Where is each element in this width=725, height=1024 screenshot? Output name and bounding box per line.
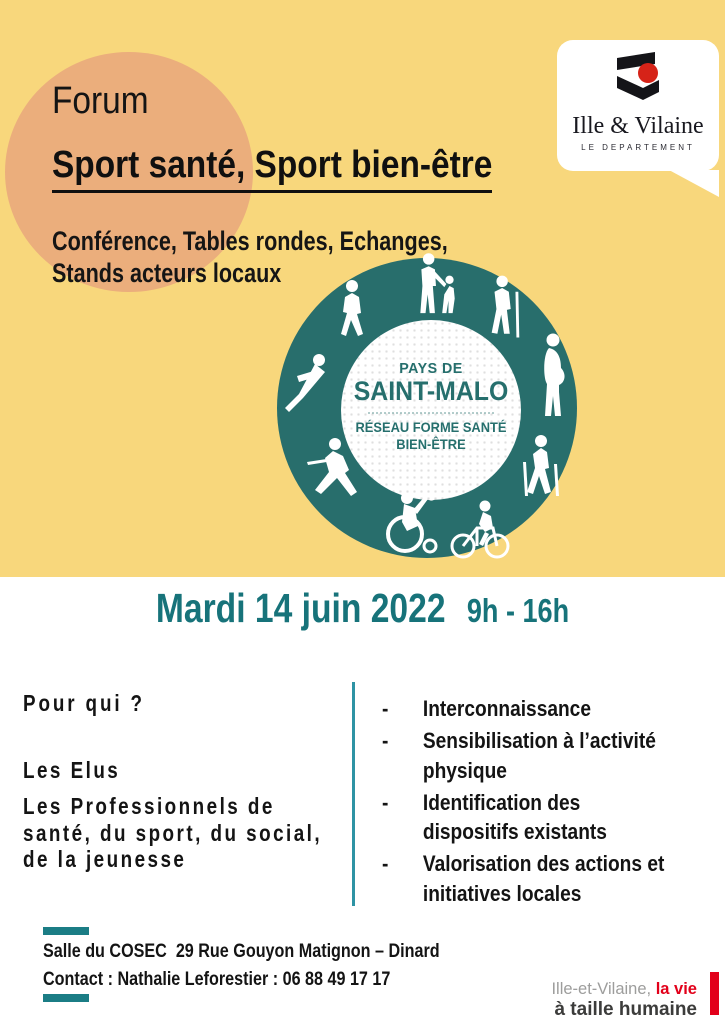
poster-header [52,82,552,290]
brand-line2: à taille humaine [554,998,697,1020]
footer-info [43,938,519,994]
department-name: Ille & Vilaine [572,113,704,139]
event-hours: 9h - 16h [466,592,570,629]
brand-line1 [551,980,697,999]
audience-item-elus: Les Elus [23,757,121,783]
network-badge [277,258,577,558]
topic-text: Interconnaissance [422,696,591,721]
topics-list [382,694,678,911]
column-divider [352,682,355,906]
footer-accent-bar-bottom [43,994,89,1002]
brand-red-bar [710,972,719,1015]
topic-text: Identification des dispositifs existants [422,789,607,844]
topic-item [382,788,678,847]
poster-title-line1: Forum [52,80,149,122]
subtitle-line1: Conférence, Tables rondes, Echanges, [52,225,448,256]
pregnant-woman-icon [539,332,569,420]
ille-vilaine-logo-icon [609,50,667,112]
audience-heading: Pour qui ? [23,690,145,716]
subtitle-line2: Stands acteurs locaux [52,258,282,289]
ille-et-vilaine-brand [551,980,697,1020]
footer-accent-bar-top [43,927,89,935]
audience-column [23,690,344,873]
badge-inner-circle [341,320,521,500]
dash-bullet: - [382,789,389,815]
topic-item [382,726,678,785]
event-date-row [65,585,660,632]
topic-text: Valorisation des actions et initiatives locales [422,851,665,906]
poster-subtitle [52,225,452,290]
audience-item-professionnels: Les Professionnels de santé, du sport, du social, de la jeunesse [23,793,323,873]
badge-network-line2: BIEN-ÊTRE [396,436,466,453]
poster-title-line2: Sport santé, Sport bien-être [52,144,492,193]
department-logo-bubble [557,40,719,171]
department-tagline: LE DEPARTEMENT [581,143,695,152]
contact-line: Contact : Nathalie Leforestier : 06 88 49 17 17 [43,969,391,990]
venue-line: Salle du COSEC 29 Rue Gouyon Matignon – Dinard [43,941,440,962]
brand-prefix: Ille-et-Vilaine, [551,980,656,998]
badge-divider [368,412,494,414]
cyclist-icon [449,498,511,560]
event-date: Mardi 14 juin 2022 [155,585,446,631]
topic-item [382,694,678,723]
badge-region-name: SAINT-MALO [353,376,509,406]
dash-bullet: - [382,851,389,877]
topic-item [382,849,678,908]
badge-network-line1: RÉSEAU FORME SANTÉ [355,418,507,435]
nordic-walking-icon [515,434,565,500]
topic-text: Sensibilisation à l’activité physique [422,728,656,783]
dash-bullet: - [382,728,389,754]
brand-highlight: la vie [655,980,697,998]
dash-bullet: - [382,696,389,721]
badge-region-prefix: PAYS DE [399,360,463,377]
swimmer-icon [279,346,331,416]
